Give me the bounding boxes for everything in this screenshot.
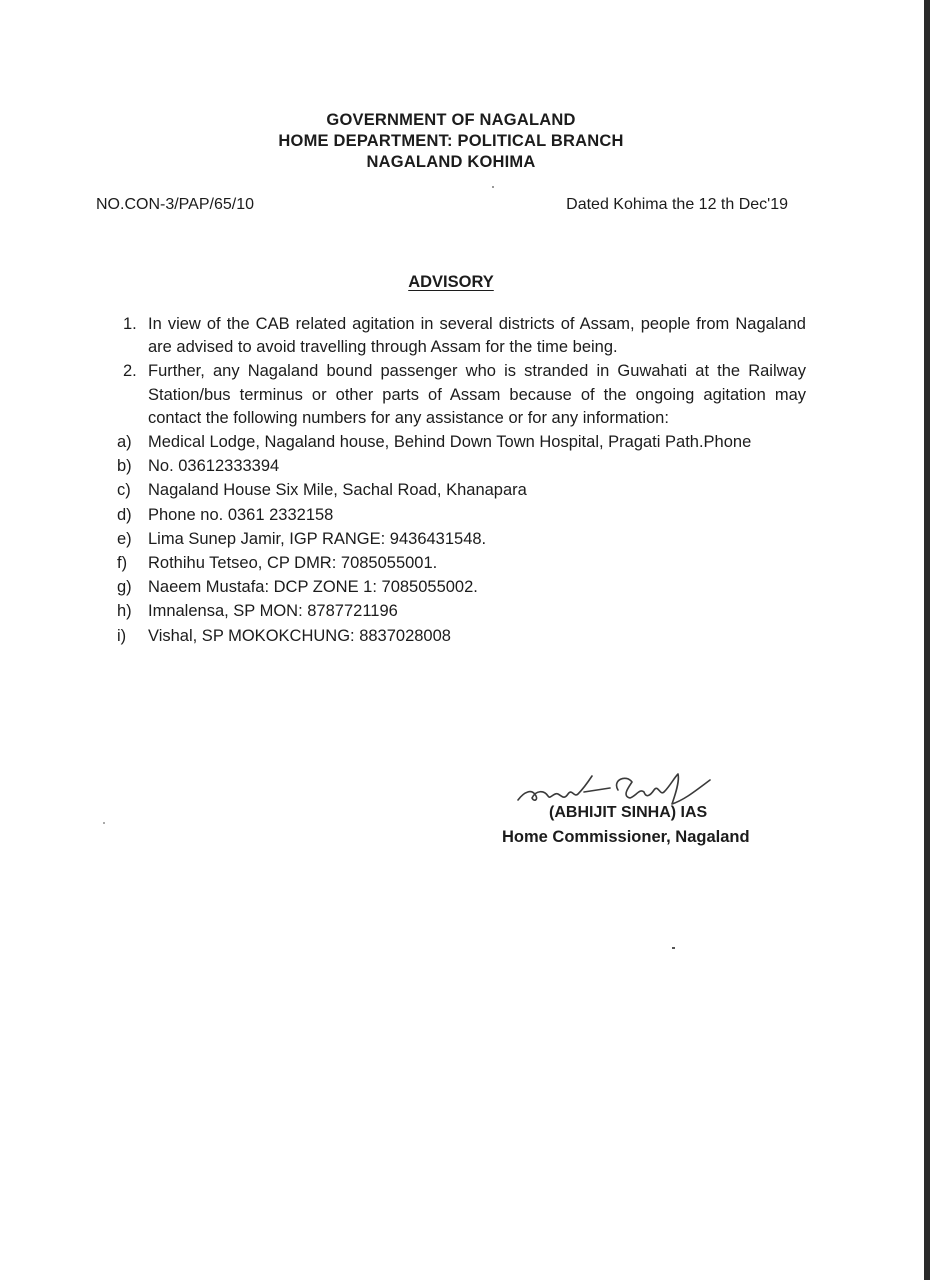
contact-item [117,625,806,648]
contact-item [117,528,806,551]
contact-marker: h) [117,602,132,621]
contact-text: Rothihu Tetseo, CP DMR: 7085055001. [148,554,438,573]
contact-text: Medical Lodge, Nagaland house, Behind Down Town Hospital, Pragati Path.Phone [148,433,752,452]
contact-item [117,504,806,527]
scan-speck [672,947,675,949]
contact-item [117,600,806,623]
contact-marker: g) [117,578,132,597]
contact-text: Nagaland House Six Mile, Sachal Road, Khanapara [148,481,527,500]
contact-text: Vishal, SP MOKOKCHUNG: 8837028008 [148,626,451,645]
contact-item [117,455,806,478]
signatory-name: (ABHIJIT SINHA) IAS [549,804,708,821]
contact-item [117,479,806,502]
scan-edge-bar [924,0,930,1280]
paragraph-text: In view of the CAB related agitation in several districts of Assam, people from Nagaland are advised to avoid travelling through Assam for the time being. [148,315,806,357]
contact-text: Lima Sunep Jamir, IGP RANGE: 9436431548. [148,529,487,548]
contact-item [117,576,806,599]
letterhead-department: HOME DEPARTMENT: POLITICAL BRANCH [278,132,624,150]
contact-marker: f) [117,554,128,573]
contact-marker: e) [117,529,132,548]
letterhead [0,110,902,173]
reference-line [96,196,788,214]
paragraph-item [117,360,806,430]
paragraph-marker: 2. [123,362,137,381]
letterhead-government: GOVERNMENT OF NAGALAND [326,111,576,129]
signatory-designation: Home Commissioner, Nagaland [502,828,750,846]
contact-item [117,552,806,575]
contact-marker: b) [117,457,132,476]
scan-speck [492,186,494,188]
paragraph-item [117,313,806,359]
contact-marker: i) [117,626,127,645]
paragraph-marker: 1. [123,315,137,333]
reference-number: NO.CON-3/PAP/65/10 [96,196,254,213]
contact-text: Phone no. 0361 2332158 [148,505,334,524]
contact-item [117,431,806,454]
contact-marker: d) [117,505,132,524]
scan-speck [103,822,105,824]
advisory-body [117,313,806,649]
contact-marker: c) [117,481,131,500]
paragraph-text: Further, any Nagaland bound passenger who is stranded in Guwahati at the Railway Station/bus terminus or other parts of Assam because of the ongoing agitation may contact the following numbers for any assistance or for any information: [148,362,806,427]
contact-text: Naeem Mustafa: DCP ZONE 1: 7085055002. [148,578,478,597]
letterhead-location: NAGALAND KOHIMA [366,153,536,171]
contact-marker: a) [117,433,132,452]
contact-text: No. 03612333394 [148,457,280,476]
document-heading: ADVISORY [408,273,494,291]
reference-date: Dated Kohima the 12 th Dec'19 [566,196,788,213]
contact-text: Imnalensa, SP MON: 8787721196 [148,602,398,621]
